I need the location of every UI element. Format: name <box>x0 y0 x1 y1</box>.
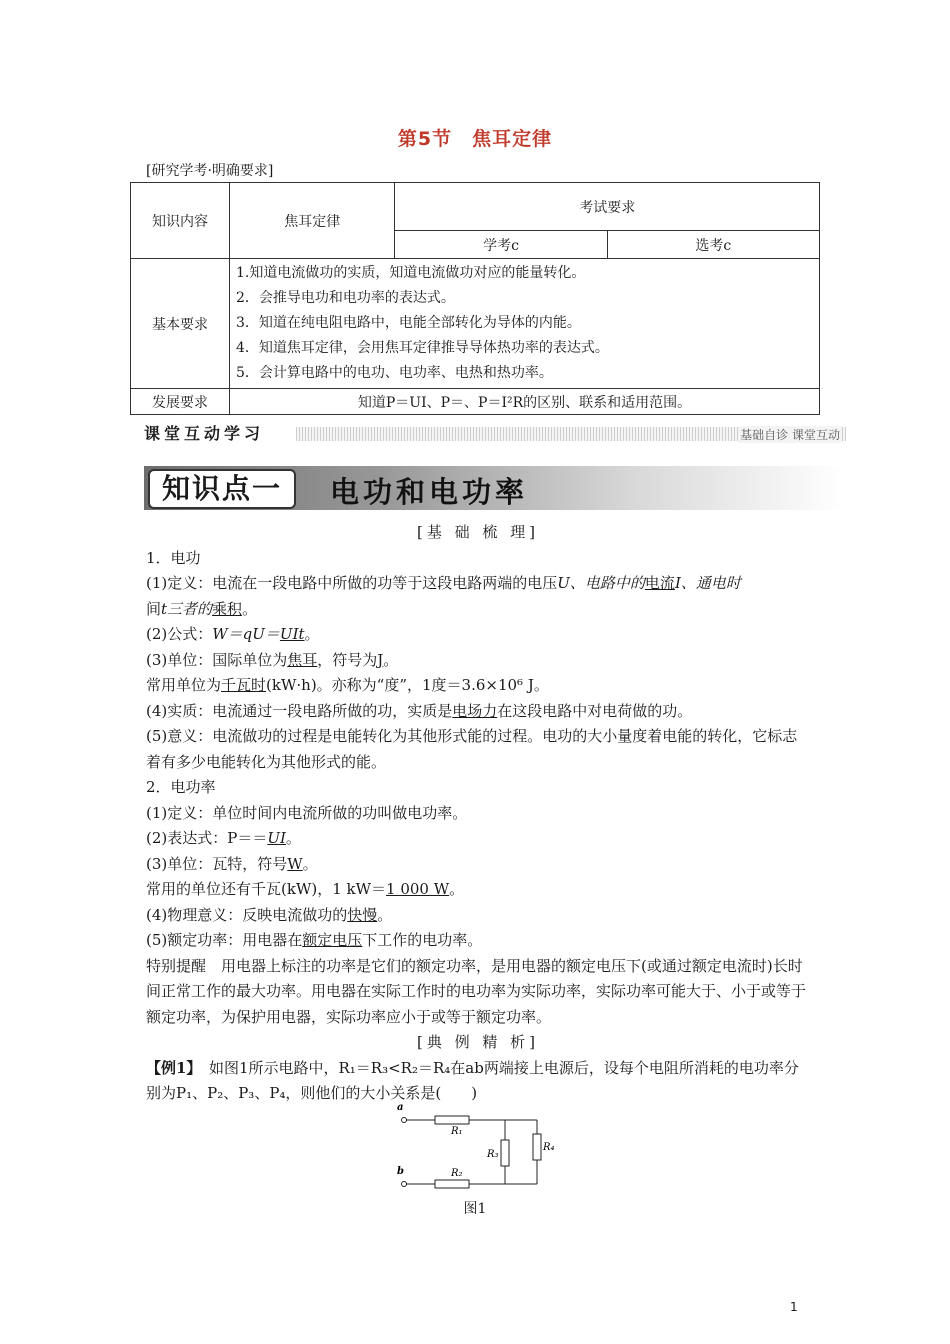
knowledge-point-title: 电功和电功率 <box>330 475 529 509</box>
paragraph: (5)额定功率：用电器在额定电压下工作的电功率。 <box>146 931 483 949</box>
paragraph: (4)实质：电流通过一段电路所做的功，实质是电场力在这段电路中对电荷做的功。 <box>146 701 693 720</box>
basic-item: 4．知道焦耳定律，会用焦耳定律推导导体热功率的表达式。 <box>236 340 609 356</box>
paragraph: (4)物理意义：反映电流做功的快慢。 <box>146 905 393 924</box>
circuit-diagram <box>395 1100 565 1192</box>
paragraph: (1)定义：单位时间内电流所做的功叫做电功率。 <box>146 803 468 822</box>
paragraph: (2)公式：W＝qU＝UIt。 <box>146 625 320 643</box>
r4-label: R₄ <box>543 1142 555 1153</box>
resistor-r3 <box>501 1140 509 1166</box>
paragraph: (1)定义：电流在一段电路中所做的功等于这段电路两端的电压U、电路中的电流I、通电时 间t三者的乘积。 <box>146 574 741 618</box>
content-body <box>146 520 810 1107</box>
knowledge-point-box: 知识点一 <box>148 469 296 509</box>
terminal-b-label: b <box>397 1166 404 1177</box>
paragraph: (3)单位：瓦特，符号W。 <box>146 854 318 873</box>
resistor-r1 <box>435 1116 469 1124</box>
basic-item: 3．知道在纯电阻电路中，电能全部转化为导体的内能。 <box>236 315 581 331</box>
banner-subtitle: 基础自诊 课堂互动 <box>740 428 840 442</box>
figure-caption: 图1 <box>463 1201 487 1217</box>
heading-electric-work: 1．电功 <box>146 548 201 567</box>
section-heading: [典 例 精 析] <box>416 1033 539 1051</box>
xuankao-cell: 选考c <box>607 231 819 259</box>
paragraph: 常用单位为千瓦时(kW·h)。亦称为“度”，1度＝3.6×10⁶ J。 <box>146 676 549 694</box>
requirements-table <box>130 182 820 415</box>
resistor-r4 <box>533 1134 541 1160</box>
paragraph: (3)单位：国际单位为焦耳，符号为J。 <box>146 650 399 669</box>
paragraph: (2)表达式：P＝＝UI。 <box>146 829 301 847</box>
requirements-label: [研究学考·明确要求] <box>146 163 274 179</box>
basic-items <box>230 259 820 389</box>
resistor-r2 <box>435 1180 469 1188</box>
col-knowledge: 知识内容 <box>131 183 230 259</box>
r2-label: R₂ <box>451 1168 463 1179</box>
example-1: 【例1】 如图1所示电路中，R₁＝R₃<R₂＝R₄在ab两端接上电源后，设每个电阻所消耗的电功率分别为P₁、P₂、P₃、P₄，则他们的大小关系是( ) <box>146 1058 799 1102</box>
heading-electric-power: 2．电功率 <box>146 778 216 796</box>
section-banner <box>144 423 846 445</box>
basic-label: 基本要求 <box>131 259 230 389</box>
col-topic: 焦耳定律 <box>230 183 395 259</box>
r1-label: R₁ <box>451 1126 463 1137</box>
dev-text: 知道P＝UI、P＝、P＝I²R的区别、联系和适用范围。 <box>230 389 820 415</box>
r3-label: R₃ <box>487 1149 499 1160</box>
note: 特别提醒 用电器上标注的功率是它们的额定功率，是用电器的额定电压下(或通过额定电流时)长时间正常工作的最大功率。用电器在实际工作时的电功率为实际功率，实际功率可能大于、小于或等于额定功率，为保护用电器，实际功率应小于或等于额定功率。 <box>146 956 807 1026</box>
section-heading: [基 础 梳 理] <box>416 523 539 541</box>
basic-item: 1.知道电流做功的实质，知道电流做功对应的能量转化。 <box>236 265 586 281</box>
banner-title: 课堂互动学习 <box>144 424 265 443</box>
basic-item: 2．会推导电功和电功率的表达式。 <box>236 290 455 306</box>
col-exam: 考试要求 <box>395 183 820 231</box>
paragraph: 常用的单位还有千瓦(kW)，1 kW＝1 000 W。 <box>146 880 465 898</box>
knowledge-point-header <box>144 466 844 510</box>
terminal-a-label: a <box>397 1102 404 1113</box>
page-title: 第5节 焦耳定律 <box>397 128 553 150</box>
page-number: 1 <box>790 1300 798 1314</box>
basic-item: 5．会计算电路中的电功、电功率、电热和热功率。 <box>236 365 553 381</box>
dev-label: 发展要求 <box>131 389 230 415</box>
paragraph: (5)意义：电流做功的过程是电能转化为其他形式能的过程。电功的大小量度着电能的转化，它标志着有多少电能转化为其他形式的能。 <box>146 727 798 771</box>
xuekao-cell: 学考c <box>395 231 607 259</box>
